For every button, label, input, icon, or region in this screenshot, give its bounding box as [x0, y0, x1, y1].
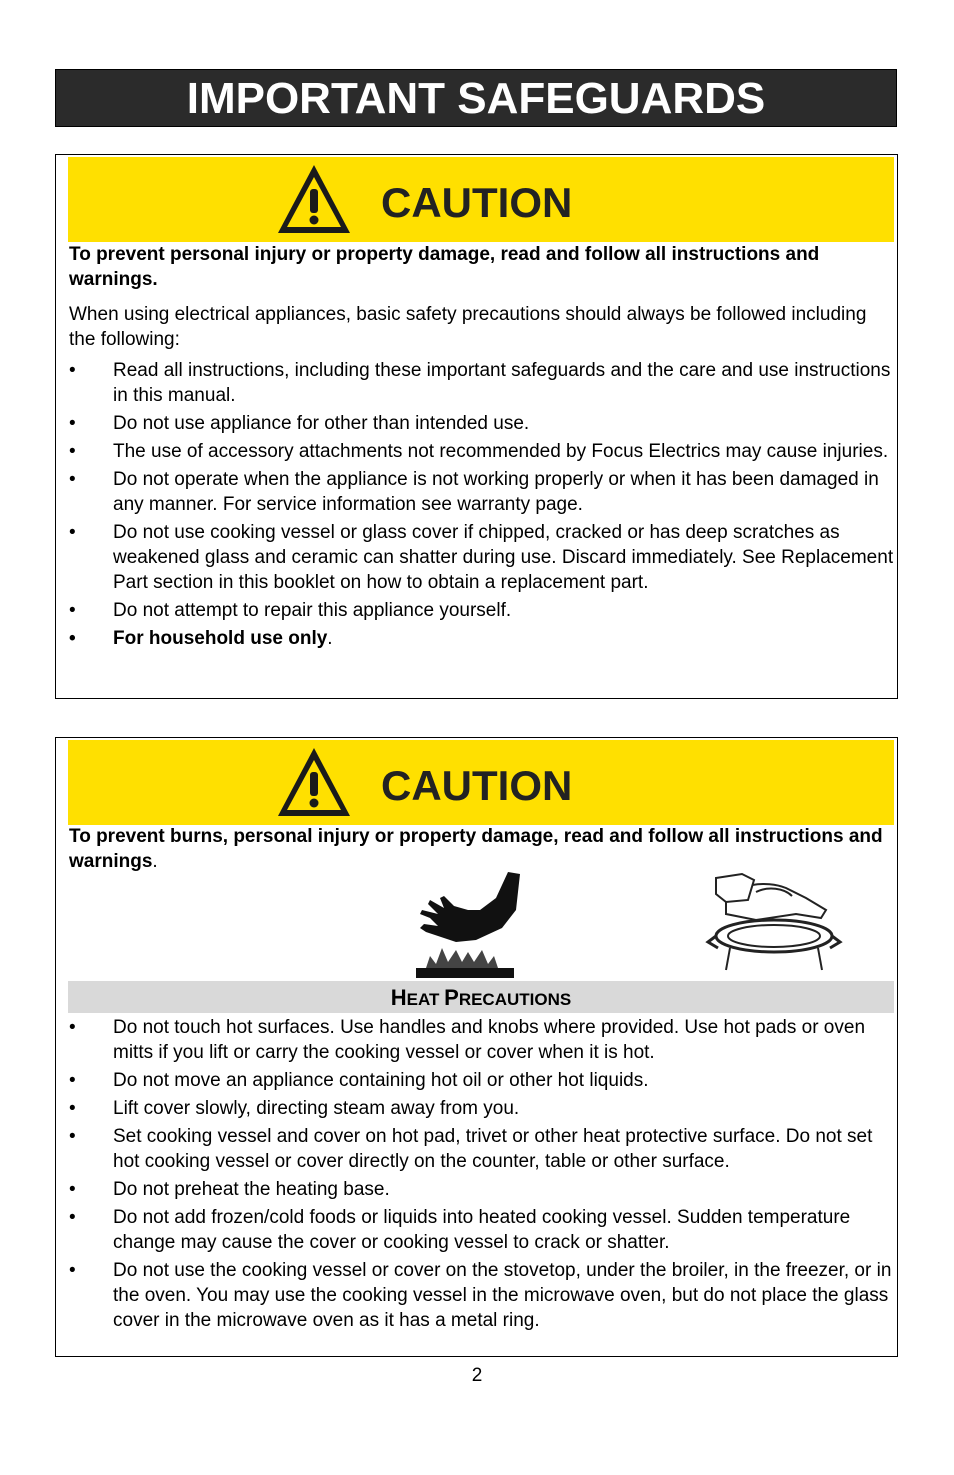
safety-list [69, 358, 894, 654]
list-item: • Do not operate when the appliance is not working properly or when it has been damaged in any manner. For service information see warranty page. [69, 469, 879, 515]
list-item: • Do not touch hot surfaces. Use handles and knobs where provided. Use hot pads or oven mitts if you lift or carry the cooking vessel or cover when it is hot. [69, 1017, 866, 1063]
caution-label: CAUTION [381, 179, 573, 226]
list-item: • Lift cover slowly, directing steam away from you. [69, 1098, 520, 1119]
warning-triangle-icon [276, 746, 352, 818]
list-item: • Do not use the cooking vessel or cover on the stovetop, under the broiler, in the freezer, or in the oven. You may use the cooking vessel in the microwave oven, but do not place the glass cover in the microwave oven as it has a metal ring. [69, 1260, 892, 1331]
caution-box-heat [55, 737, 898, 1357]
list-item: • Do not use appliance for other than intended use. [69, 413, 530, 434]
list-item: • Do not move an appliance containing hot oil or other hot liquids. [69, 1070, 649, 1091]
caution-lead-text: To prevent personal injury or property damage, read and follow all instructions and warnings. [69, 244, 820, 290]
list-item: • Do not use cooking vessel or glass cover if chipped, cracked or has deep scratches as weakened glass and ceramic can shatter during use. Discard immediately. See Replacement Part section in this booklet on how to obtain a replacement part. [69, 522, 894, 593]
list-item: • Set cooking vessel and cover on hot pad, trivet or other heat protective surface. Do not set hot cooking vessel or cover directly on the counter, table or other surface. [69, 1126, 873, 1172]
list-item: • Read all instructions, including these important safeguards and the care and use instructions in this manual. [69, 360, 891, 406]
hot-surface-hand-icon [416, 870, 520, 978]
caution-label: CAUTION [381, 762, 573, 809]
list-item: • Do not add frozen/cold foods or liquids into heated cooking vessel. Sudden temperature change may cause the cover or cooking vessel to crack or shatter. [69, 1207, 851, 1253]
page-number: 2 [471, 1365, 483, 1386]
warning-triangle-icon [276, 163, 352, 235]
page-title: IMPORTANT SAFEGUARDS [55, 69, 897, 127]
caution-lead-text: To prevent burns, personal injury or property damage, read and follow all instructions and warnings. [69, 826, 883, 872]
list-item: • For household use only. [69, 628, 333, 649]
heat-precautions-list [69, 1015, 894, 1336]
caution-box-general [55, 154, 898, 699]
lifting-cover-icon [696, 870, 846, 974]
caution-banner [68, 157, 894, 242]
caution-banner [68, 740, 894, 825]
section-heading-heat-precautions: HEAT PRECAUTIONS [68, 981, 894, 1013]
list-item: • The use of accessory attachments not recommended by Focus Electrics may cause injuries. [69, 441, 889, 462]
list-item: • Do not attempt to repair this appliance yourself. [69, 600, 512, 621]
list-item: • Do not preheat the heating base. [69, 1179, 390, 1200]
intro-paragraph: When using electrical appliances, basic safety precautions should always be followed including the following: [69, 304, 867, 350]
